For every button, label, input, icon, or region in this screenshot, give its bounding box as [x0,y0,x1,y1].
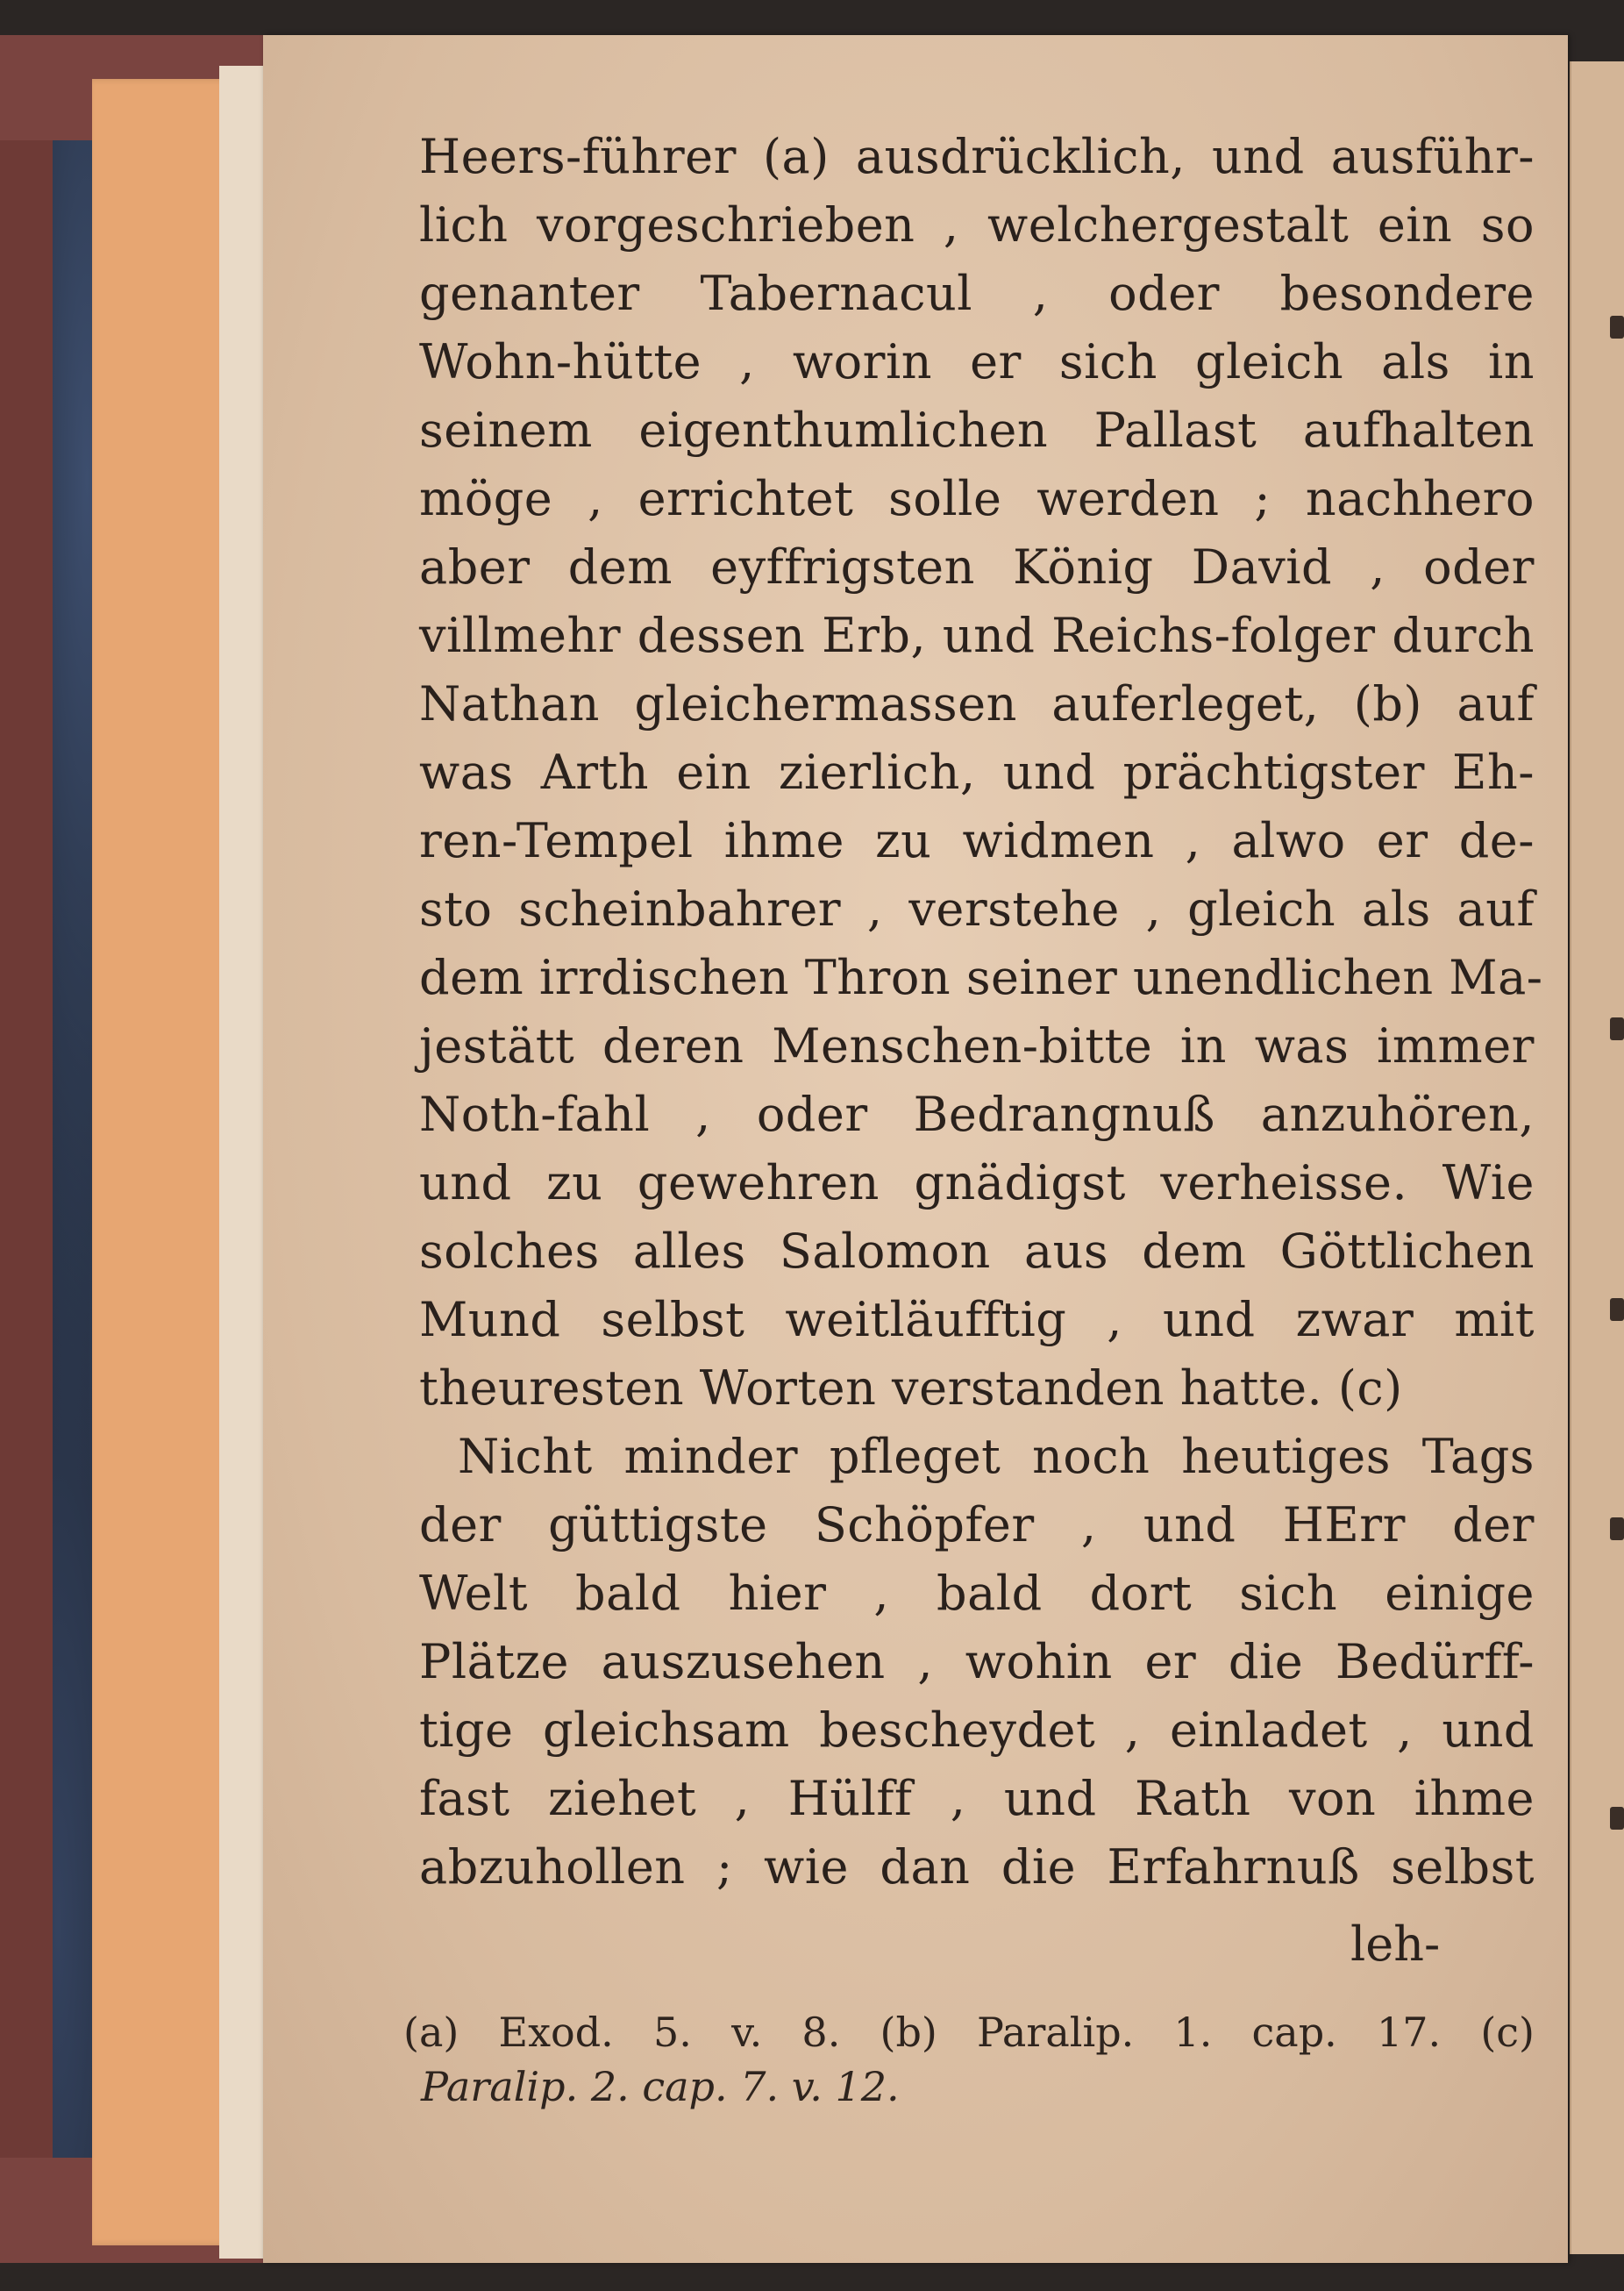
text-line: dem irrdischen Thron seiner unendlichen Ma- [419,950,1543,1005]
bleed-through-mark [1610,1298,1624,1321]
text-line: tige gleichsam bescheydet , einladet , und [419,1702,1535,1758]
catchword: leh- [1350,1916,1441,1972]
bleed-through-mark [1610,1517,1624,1540]
text-line: Wohn-hütte , worin er sich gleich als in [419,334,1535,389]
bleed-through-mark [1610,316,1624,339]
bleed-through-mark [1610,1017,1624,1040]
text-line: ren-Tempel ihme zu widmen , alwo er de- [419,813,1535,868]
next-leaf-edge [1570,61,1624,2254]
text-line: Noth-fahl , oder Bedrangnuß anzuhören, [419,1087,1535,1142]
text-line: Heers-führer (a) ausdrücklich, und ausführ- [419,129,1535,184]
text-line: solches alles Salomon aus dem Göttlichen [419,1224,1535,1279]
cover-spine-edge [0,35,53,2263]
text-line: Nicht minder pfleget noch heutiges Tags [458,1429,1535,1484]
text-line: genanter Tabernacul , oder besondere [419,266,1535,321]
text-line: theuresten Worten verstanden hatte. (c) [419,1360,1403,1416]
text-line: Mund selbst weitläufftig , und zwar mit [419,1292,1535,1347]
text-line: seinem eigenthumlichen Pallast aufhalten [419,403,1535,458]
text-line: aber dem eyffrigsten König David , oder [419,539,1535,595]
text-line: was Arth ein zierlich, und prächtigster Eh- [419,745,1535,800]
body-text [419,123,1543,1902]
text-line: Nathan gleichermassen auferleget, (b) auf [419,676,1535,732]
text-line: lich vorgeschrieben , welchergestalt ein so [419,197,1535,253]
text-line: Plätze auszusehen , wohin er die Bedürff- [419,1634,1535,1689]
bleed-through-mark [1610,1807,1624,1830]
footnote-line: (a) Exod. 5. v. 8. (b) Paralip. 1. cap. 17. (c) [403,2009,1535,2056]
text-line: und zu gewehren gnädigst verheisse. Wie [419,1155,1535,1210]
text-line: der güttigste Schöpfer , und HErr der [419,1497,1535,1552]
text-line: abzuhollen ; wie dan die Erfahrnuß selbst [419,1839,1535,1895]
text-line: fast ziehet , Hülff , und Rath von ihme [419,1771,1535,1826]
text-line: Welt bald hier , bald dort sich einige [419,1566,1535,1621]
text-line: möge , errichtet solle werden ; nachhero [419,471,1535,526]
text-line: villmehr dessen Erb, und Reichs-folger durch [419,608,1535,663]
text-line: sto scheinbahrer , verstehe , gleich als auf [419,881,1535,937]
footnote-line: Paralip. 2. cap. 7. v. 12. [421,2063,900,2110]
text-line: jestätt deren Menschen-bitte in was immer [419,1018,1535,1074]
footnotes [403,2004,1535,2113]
